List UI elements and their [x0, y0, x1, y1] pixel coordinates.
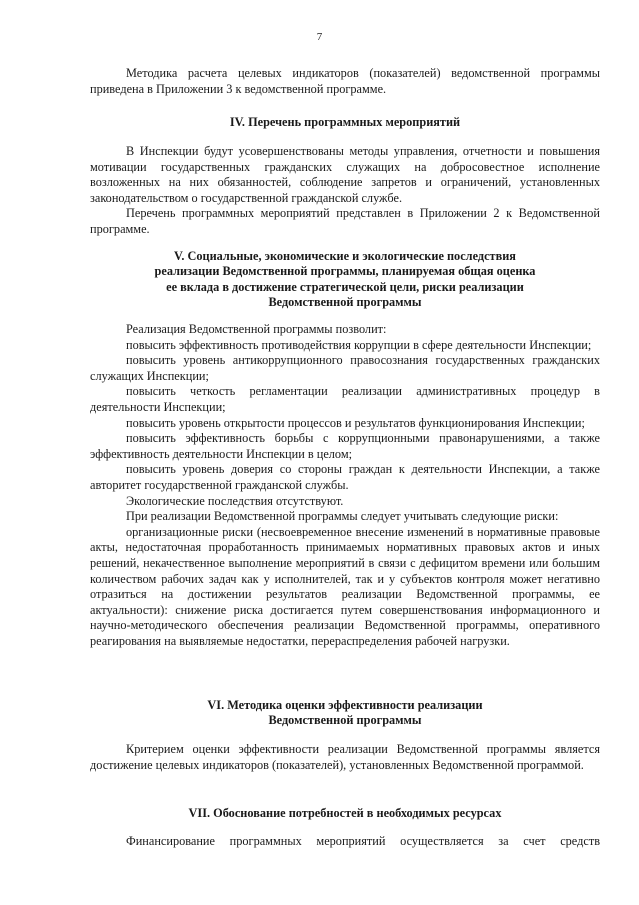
section-5-lead: Реализация Ведомственной программы позволит:: [126, 322, 387, 336]
section-5-risks-lead: При реализации Ведомственной программы следует учитывать следующие риски:: [126, 509, 559, 524]
section-7-body: [90, 834, 600, 850]
section-5-heading-block: [90, 249, 600, 311]
section-5-heading-line-4: Ведомственной программы: [268, 295, 422, 310]
section-5-item-2: повысить уровень антикоррупционного правосознания государственных гражданских служащих Инспекции;: [90, 353, 600, 383]
section-5-eco: Экологические последствия отсутствуют.: [126, 493, 344, 508]
section-5-item-4: повысить уровень открытости процессов и результатов функционирования Инспекции;: [126, 415, 585, 430]
section-6-heading-line-1: VI. Методика оценки эффективности реализации: [207, 698, 483, 712]
section-7-heading-block: [90, 806, 600, 821]
section-5-item-3: повысить четкость регламентации реализации административных процедур в деятельности Инспекции;: [90, 384, 600, 414]
section-6-paragraph-1: Критерием оценки эффективности реализации Ведомственной программы является достижение целевых индикаторов (показателей), установленных Ведомственной программой.: [90, 742, 600, 772]
section-5-item-1: повысить эффективность противодействия коррупции в сфере деятельности Инспекции;: [126, 337, 592, 352]
section-5-heading-line-3: ее вклада в достижение стратегической цели, риски реализации: [166, 279, 524, 294]
section-5-item-5: повысить эффективность борьбы с коррупционными правонарушениями, а также эффективность деятельности Инспекции в целом;: [90, 431, 600, 461]
section-5-body: [90, 322, 600, 649]
section-5-risks: организационные риски (несвоевременное внесение изменений в нормативные правовые акты, недостаточная проработанность принимаемых нормативных правовых актов и иных решений, некачественное выполнение мероприятий в связи с дефицитом времени или большим количеством рабочих задач как у исполнителей, так и у субъектов контроля может негативно отразиться на достижении результатов реализации Ведомственной программы, ее актуальности): снижение риска достигается путем совершенствования информационного и научно-методического обеспечения реализации Ведомственной программы, оперативного реагирования на выявляемые недостатки, перераспределения рабочей нагрузки.: [90, 524, 600, 648]
section-4-heading-block: [90, 115, 600, 130]
section-4-paragraph-1: В Инспекции будут усовершенствованы методы управления, отчетности и повышения мотивации государственных гражданских служащих на добросовестное исполнение возложенных на них обязанностей, соблюдение запретов и ограничений, установленных законодательством о государственной гражданской службе.: [90, 144, 600, 205]
section-4-heading: IV. Перечень программных мероприятий: [229, 115, 461, 129]
section-4-body: [90, 144, 600, 238]
intro-paragraph: Методика расчета целевых индикаторов (показателей) ведомственной программы приведена в Приложении 3 к ведомственной программе.: [90, 66, 600, 96]
page-number: 7: [316, 31, 323, 43]
section-5-item-6: повысить уровень доверия со стороны граждан к деятельности Инспекции, а также авторитет государственной гражданской службы.: [90, 462, 600, 492]
section-6-heading-line-2: Ведомственной программы: [268, 713, 422, 728]
section-6-body: [90, 742, 600, 773]
section-6-heading-block: [90, 698, 600, 729]
section-5-heading-line-1: V. Социальные, экономические и экологические последствия: [174, 249, 516, 263]
section-7-heading: VII. Обоснование потребностей в необходимых ресурсах: [188, 806, 502, 820]
intro-block: [90, 66, 600, 97]
section-5-heading-line-2: реализации Ведомственной программы, планируемая общая оценка: [154, 264, 536, 279]
section-7-paragraph-1: Финансирование программных мероприятий осуществляется за счет средств: [126, 834, 600, 848]
section-4-paragraph-2: Перечень программных мероприятий представлен в Приложении 2 к Ведомственной программе.: [90, 206, 600, 236]
